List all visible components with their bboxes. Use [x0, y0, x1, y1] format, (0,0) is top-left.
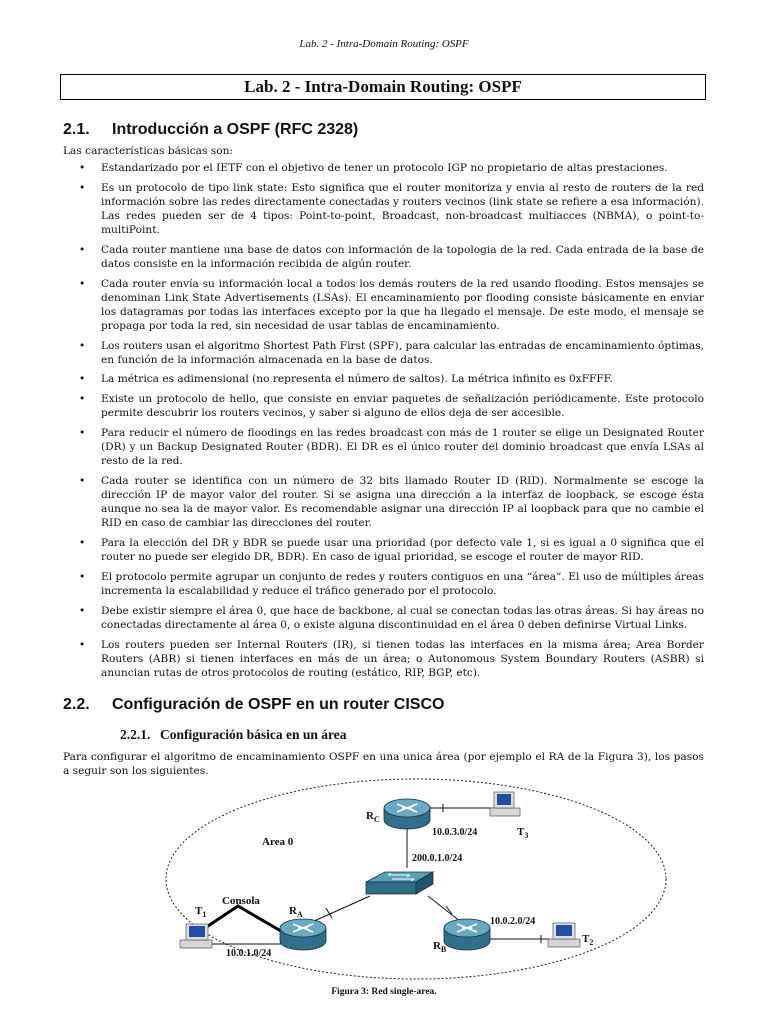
list-item: • Los routers usan el algoritmo Shortest Path First (SPF), para calcular las entradas de encaminamiento óptimas, en función de la información almacenada en la base de datos.	[63, 339, 704, 367]
feature-list	[63, 161, 704, 686]
list-item: • La métrica es adimensional (no representa el número de saltos). La métrica infinito es 0xFFFF.	[63, 372, 704, 386]
figure-caption: Figura 3: Red single-area.	[331, 987, 437, 997]
console-label: Consola	[222, 895, 260, 907]
router-b-icon	[444, 919, 490, 950]
router-a-icon	[280, 919, 326, 950]
subsection-number: 2.2.1.	[120, 727, 151, 742]
section-heading-2-1	[63, 121, 358, 139]
section-number: 2.1.	[63, 121, 90, 138]
terminal-t1-icon	[180, 924, 212, 948]
section-heading-2-2	[63, 696, 444, 714]
section-number: 2.2.	[63, 696, 90, 713]
terminal-t2-icon	[548, 923, 580, 947]
list-item: • Cada router mantiene una base de datos con información de la topologia de la red. Cada entrada de la base de datos consiste en la información recibida de algún router.	[63, 243, 704, 271]
router-b-label: $R_B$	[433, 940, 447, 954]
list-item: • Para la elección del DR y BDR se puede usar una prioridad (por defecto vale 1, si es igual a 0 significa que el router no puede ser elegido DR, BDR). En caso de igual prioridad, se escoge el router de mayor RID.	[63, 536, 704, 564]
list-item: • Los routers pueden ser Internal Routers (IR), si tienen todas las interfaces en la misma área; Area Border Routers (ABR) si tienen interfaces en más de un área; o Autonomous System Boundary Routers (ASBR) si anuncian rutas de otros protocolos de routing (estático, RIP, BGP, etc).	[63, 638, 704, 680]
intro-text: Las características básicas son:	[63, 145, 234, 157]
network-backbone-label: 200.0.1.0/24	[412, 853, 463, 864]
list-item: • Cada router envía su información local a todos los demás routers de la red usando flooding. Estos mensajes se denominan Link State Advertisements (LSAs). El encaminamiento por flooding consiste básicamente en enviar los datagramas por todas las interfaces excepto por la que ha llegado el mensaje. De este modo, el mensaje se propaga por toda la red, sin necesidad de usar tablas de encaminamiento.	[63, 277, 704, 333]
list-item: • Debe existir siempre el área 0, que hace de backbone, al cual se conectan todas las otras áreas. Si hay áreas no conectadas directamente al área 0, o existe alguna discontinuidad en el área 0 deben definirse Virtual Links.	[63, 604, 704, 632]
router-a-label: $R_A$	[289, 905, 303, 919]
terminal-t1-label: $T_1$	[195, 905, 207, 919]
switch-icon	[366, 872, 433, 894]
list-item: • Es un protocolo de tipo link state: Esto significa que el router monitoriza y envia al resto de routers de la red información sobre las redes directamente conectadas y routers vecinos (link state se refiere a esa información). Las redes pueden ser de 4 tipos: Point-to-point, Broadcast, non-broadcast multiacces (NBMA), o point-to-multiPoint.	[63, 181, 704, 237]
terminal-t2-label: $T_2$	[582, 933, 594, 947]
router-c-icon	[384, 799, 430, 829]
terminal-t3-label: $T_3$	[517, 826, 529, 840]
section-title: Introducción a OSPF (RFC 2328)	[112, 121, 359, 138]
list-item: • Para reducir el número de floodings en las redes broadcast con más de 1 router se elige un Designated Router (DR) y un Backup Designated Router (BDR). El DR es el único router del dominio broadcast que envía LSAs al resto de la red.	[63, 426, 704, 468]
section-title: Configuración de OSPF en un router CISCO	[112, 696, 445, 713]
subsection-heading-2-2-1	[120, 727, 347, 743]
list-item: • Cada router se identifica con un número de 32 bits llamado Router ID (RID). Normalmente se escoge la dirección IP de mayor valor del router. Si se asigna una dirección a la interfaz de loopback, se escoge ésta aunque no sea la de mayor valor. Es recomendable asignar una dirección IP al loopback para que no cambie el RID en caso de cambiar las direcciones del router.	[63, 474, 704, 530]
config-paragraph: Para configurar el algoritmo de encaminamiento OSPF en una unica área (por ejemplo el RA de la Figura 3), los pasos a seguir son los siguientes.	[63, 751, 704, 777]
network-b-label: 10.0.2.0/24	[490, 916, 536, 927]
list-item: • El protocolo permite agrupar un conjunto de redes y routers contiguos en una “área”. El uso de múltiples áreas incrementa la escalabilidad y reduce el tráfico generado por el protocolo.	[63, 570, 704, 598]
network-diagram	[0, 778, 768, 988]
area-label: Area 0	[262, 836, 294, 848]
network-c-label: 10.0.3.0/24	[432, 827, 478, 838]
terminal-t3-icon	[490, 792, 520, 816]
router-c-label: $R_C$	[366, 810, 380, 824]
list-item: • Existe un protocolo de hello, que consiste en enviar paquetes de señalización periódicamente. Este protocolo permite descubrir los routers vecinos, y saber si alguno de ellos deja de ser accesible.	[63, 392, 704, 420]
subsection-title: Configuración básica en un área	[160, 727, 347, 742]
list-item: • Estandarizado por el IETF con el objetivo de tener un protocolo IGP no propietario de altas prestaciones.	[63, 161, 704, 175]
page-title: Lab. 2 - Intra-Domain Routing: OSPF	[60, 74, 706, 100]
console-cable	[196, 906, 286, 934]
running-header: Lab. 2 - Intra-Domain Routing: OSPF	[299, 38, 469, 50]
network-a-label: 10.0.1.0/24	[226, 948, 272, 959]
